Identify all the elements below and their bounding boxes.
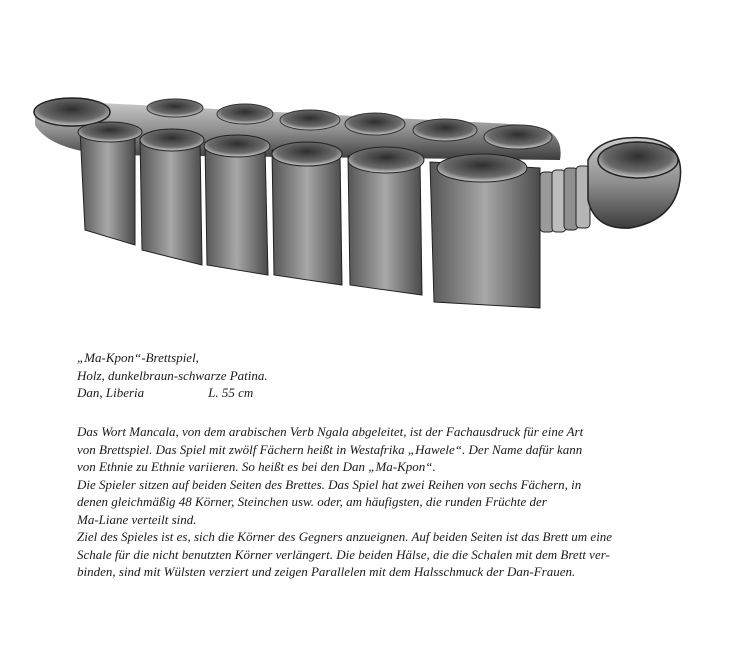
body-line: Die Spieler sitzen auf beiden Seiten des Brettes. Das Spiel hat zwei Reihen von sechs Fächern, in bbox=[77, 476, 582, 492]
body-line: denen gleichmäßig 48 Körner, Steinchen usw. oder, am häufigsten, die runden Früchte der bbox=[77, 494, 547, 509]
mancala-board-photo bbox=[20, 80, 685, 325]
caption-length: L. 55 cm bbox=[208, 385, 254, 400]
caption-origin: Dan, Liberia bbox=[77, 385, 145, 400]
caption bbox=[77, 349, 377, 402]
body-line: binden, sind mit Wülsten verziert und zeigen Parallelen mit dem Halsschmuck der Dan-Frauen. bbox=[77, 564, 576, 579]
body-line: Das Wort Mancala, von dem arabischen Verb Ngala abgeleitet, ist der Fachausdruck für eine Art bbox=[77, 424, 584, 439]
caption-material: Holz, dunkelbraun-schwarze Patina. bbox=[77, 367, 268, 383]
body-line: Ma-Liane verteilt sind. bbox=[77, 511, 197, 527]
caption-title: „Ma-Kpon“-Brettspiel, bbox=[77, 350, 199, 365]
body-line: von Brettspiel. Das Spiel mit zwölf Fächern heißt in Westafrika „Hawele“. Der Name dafür kann bbox=[77, 441, 583, 457]
body-line: von Ethnie zu Ethnie variieren. So heißt es bei den Dan „Ma-Kpon“. bbox=[77, 459, 436, 474]
body-line: Schale für die nicht benutzten Körner verlängert. Die beiden Hälse, die die Schalen mit dem Brett ver- bbox=[77, 546, 610, 562]
body-text bbox=[77, 423, 667, 581]
body-line: Ziel des Spieles ist es, sich die Körner des Gegners anzueignen. Auf beiden Seiten ist das Brett um eine bbox=[77, 529, 613, 544]
